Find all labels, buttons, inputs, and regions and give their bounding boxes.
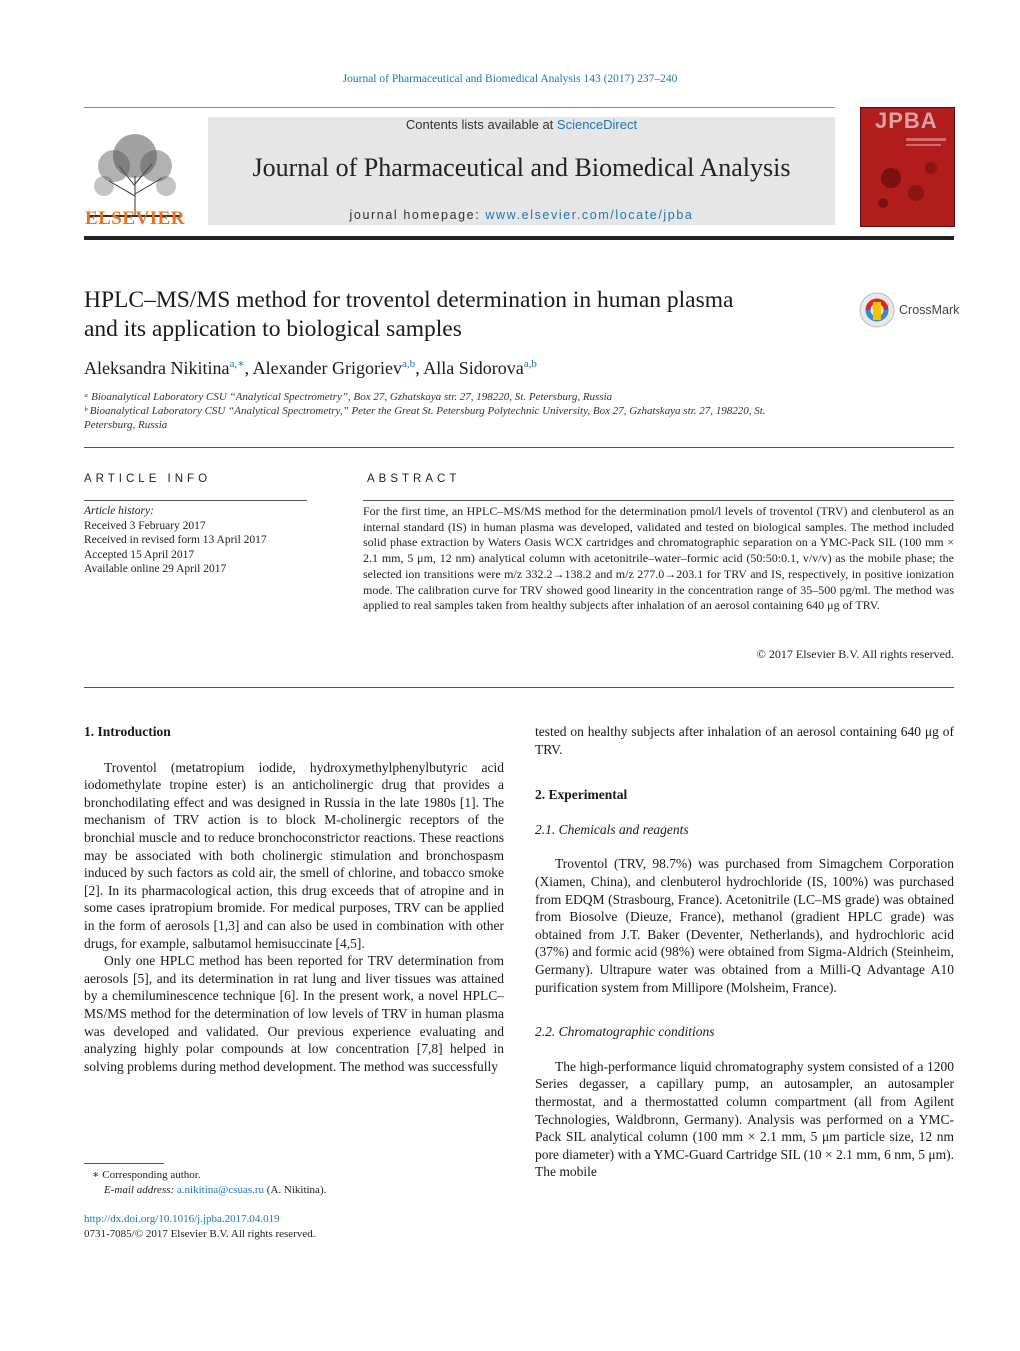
abstract-text: For the first time, an HPLC–MS/MS method for the determination pmol/l levels of troventol (TRV) and clenbuterol as an internal standard (IS) in human plasma was developed, validated and tested on biological samples. The method included solid phase extraction by Waters Oasis WCX cartridges and chromatographic separation on a YMC-Pack SIL (100 mm × 2.1 mm, 5 μm, 12 nm) analytical column with acetonitrile–water–formic acid (50:50:0.1, v/v/v) as the mobile phase; the selected ion transitions were m/z 332.2→138.2 and m/z 277.0→203.1 for TRV and IS, respectively, in positive ionization mode. The calibration curve for TRV showed good linearity in the concentration range of 35–500 pg/ml. The method was applied to real samples taken from healthy subjects after inhalation of an aerosol containing 640 μg of TRV. — [363, 504, 954, 613]
homepage-prefix: journal homepage: — [349, 208, 486, 222]
cover-title: JPBA — [875, 108, 938, 133]
email-link[interactable]: a.nikitina@csuas.ru — [176, 1184, 265, 1196]
crossmark-icon[interactable] — [859, 292, 895, 328]
body-rule — [84, 687, 954, 688]
contents-line — [208, 117, 835, 132]
history-received: Received 3 February 2017 — [84, 519, 206, 532]
right-column — [535, 723, 954, 1181]
doi-block — [84, 1212, 316, 1242]
doi-link[interactable]: http://dx.doi.org/10.1016/j.jpba.2017.04.019 — [84, 1213, 280, 1225]
email-suffix: (A. Nikitina). — [264, 1184, 327, 1196]
author-affiliation-marker[interactable]: a,b — [402, 358, 416, 370]
homepage-link[interactable]: www.elsevier.com/locate/jpba — [485, 208, 694, 222]
header-thick-rule — [84, 236, 954, 240]
introduction-heading: 1. Introduction — [84, 724, 171, 739]
journal-name: Journal of Pharmaceutical and Biomedical Analysis — [252, 153, 791, 182]
abstract-label: ABSTRACT — [367, 473, 461, 485]
chromatographic-paragraph: The high-performance liquid chromatography system consisted of a 1200 Series degasser, a capillary pump, an autosampler, an autosampler thermostat, and a thermostatted column compartment (all from Agilent Technologies, Waldbronn, Germany). Analysis was performed on a YMC-Pack SIL analytical column (100 mm × 2.1 mm, 5 μm particle size, 12 nm pore diameter) with a YMC-Guard Cartridge SIL (10 × 2.1 mm, 6 nm, 5 μm). The mobile — [535, 1058, 954, 1180]
chemicals-paragraph: Troventol (TRV, 98.7%) was purchased from Simagchem Corporation (Xiamen, China), and clenbuterol hydrochloride (IS, 100%) was purchased from EDQM (Strasbourg, France). Acetonitrile (LC–MS grade) was obtained from Biosolve (Dieuze, France), methanol (gradient HPLC grade) was obtained from J.T. Baker (Deventer, Netherlands), and hydrochloric acid (37%) and formic acid (98%) were obtained from Sigma-Aldrich (Steinheim, Germany). Ultrapure water was obtained from a Milli-Q Advantage A10 purification system from Millipore (Molsheim, France). — [535, 856, 954, 995]
affiliation-b-cont: Petersburg, Russia — [84, 419, 168, 431]
email-label: E-mail address: — [104, 1184, 177, 1196]
email-line — [84, 1183, 326, 1198]
affiliation-a: ᵃ Bioanalytical Laboratory CSU “Analytical Spectrometry”, Box 27, Gzhatskaya str. 27, 198220, St. Petersburg, Russia — [84, 391, 613, 403]
corresponding-footnote — [84, 1168, 326, 1198]
abstract-copyright: © 2017 Elsevier B.V. All rights reserved. — [756, 647, 954, 661]
journal-reference[interactable]: Journal of Pharmaceutical and Biomedical Analysis 143 (2017) 237–240 — [342, 73, 678, 85]
author-affiliation-marker[interactable]: a,∗ — [229, 358, 245, 370]
author-name[interactable]: Alla Sidorova — [423, 358, 524, 378]
article-title — [84, 286, 844, 344]
contents-prefix: Contents lists available at — [405, 117, 557, 132]
author-name[interactable]: Alexander Grigoriev — [252, 358, 403, 378]
chemicals-subheading: 2.1. Chemicals and reagents — [535, 821, 689, 837]
left-column — [84, 723, 504, 1075]
history-revised: Received in revised form 13 April 2017 — [84, 534, 267, 547]
introduction-continued: tested on healthy subjects after inhalation of an aerosol containing 640 μg of TRV. — [535, 724, 954, 757]
article-title-line-1: HPLC–MS/MS method for troventol determination in human plasma — [84, 287, 734, 313]
author-list: Aleksandra Nikitina$^{a,∗}$, Alexander Grigoriev$^{a,b}$, Alla Sidorova$^{a,b}$ — [84, 358, 537, 378]
article-info-rule — [84, 500, 307, 501]
author-name[interactable]: Aleksandra Nikitina — [84, 358, 230, 378]
issn-copyright: 0731-7085/© 2017 Elsevier B.V. All rights reserved. — [84, 1228, 316, 1240]
journal-homepage — [208, 208, 835, 222]
history-accepted: Accepted 15 April 2017 — [84, 548, 195, 561]
crossmark-label[interactable]: CrossMark — [899, 303, 960, 317]
sciencedirect-link[interactable]: ScienceDirect — [556, 117, 638, 132]
article-info-label: ARTICLE INFO — [84, 473, 212, 485]
affiliation-b: ᵇ Bioanalytical Laboratory CSU “Analytical Spectrometry,” Peter the Great St. Petersburg Polytechnic University, Box 27, Gzhatskaya str. 27, 198220, St. — [84, 405, 766, 417]
elsevier-logo-text: ELSEVIER — [84, 208, 186, 229]
author-affiliation-marker[interactable]: a,b — [523, 358, 537, 370]
section-rule — [84, 447, 954, 448]
header-rule — [84, 107, 835, 108]
abstract-rule — [363, 500, 954, 501]
history-title: Article history: — [84, 505, 154, 517]
history-online: Available online 29 April 2017 — [84, 563, 227, 576]
chromatographic-subheading: 2.2. Chromatographic conditions — [535, 1024, 715, 1040]
footnote-rule — [84, 1163, 164, 1164]
experimental-heading: 2. Experimental — [535, 787, 628, 803]
corresponding-author: ∗ Corresponding author. — [92, 1169, 201, 1181]
introduction-paragraph-1: Troventol (metatropium iodide, hydroxymethylphenylbutyric acid iodomethylate tropine ester) is an anticholinergic drug that provides a bronchodilating effect and was designed in Russia in the late 1980s [1]. The mechanism of TRV action is to block M-cholinergic receptors of the bronchial muscle and to reduce bronchoconstrictor reactions. These reactions may be associated with both cholinergic stimulation and bronchospasm induced by such factors as cold air, the smell of chlorine, and tobacco smoke [2]. In its pharmacological action, this drug exceeds that of atropine and in some cases ipratropium bromide. For medical purposes, TRV can be applied in the form of aerosols [1,3] and can also be used in combination with other drugs, for example, salbutamol hemisuccinate [4,5]. — [84, 759, 504, 951]
article-history — [84, 504, 267, 577]
introduction-paragraph-2: Only one HPLC method has been reported for TRV determination from aerosols [5], and its determination in rat lung and liver tissues was attained by a chemiluminescence technique [6]. In the present work, a novel HPLC–MS/MS method for the determination of low levels of TRV in human plasma was developed and validated. Our previous experience evaluating and analyzing highly polar compounds at low concentration [7,8] helped in solving problems during method development. The method was successfully — [84, 953, 504, 1074]
article-title-line-2: and its application to biological samples — [84, 316, 462, 342]
